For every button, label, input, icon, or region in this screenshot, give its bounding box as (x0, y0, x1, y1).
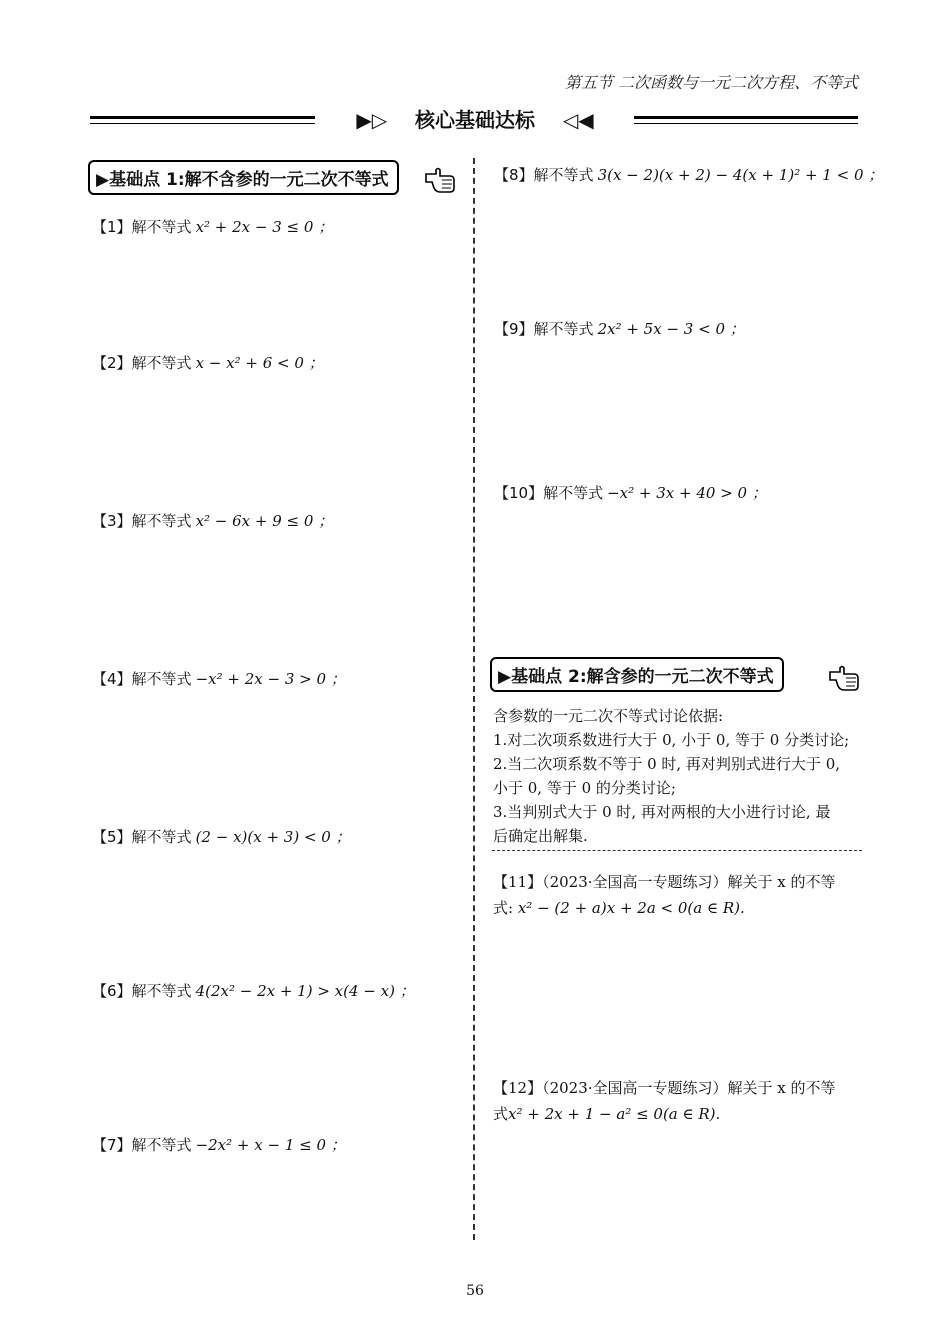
problem-5: 【5】解不等式 (2 − x)(x + 3) < 0 ； (92, 828, 351, 846)
problem-12: 【12】（2023·全国高一专题练习）解关于 x 的不等 式x² + 2x + 1 − a² ≤ 0(a ∈ R). (493, 1079, 836, 1123)
problem-8: 【8】解不等式 3(x − 2)(x + 2) − 4(x + 1)² + 1 < 0 ； (494, 166, 884, 184)
note-line: 小于 0, 等于 0 的分类讨论; (493, 779, 676, 797)
problem-6: 【6】解不等式 4(2x² − 2x + 1) > x(4 − x) ； (92, 982, 415, 1000)
banner-rule-left (90, 116, 315, 124)
banner-text: 核心基础达标 (415, 108, 535, 132)
problem-10: 【10】解不等式 −x² + 3x + 40 > 0 ； (494, 484, 767, 502)
note-line: 3.当判别式大于 0 时, 再对两根的大小进行讨论, 最 (493, 803, 831, 821)
banner-left-arrows: ▶▷ (356, 108, 388, 132)
note-line: 1.对二次项系数进行大于 0, 小于 0, 等于 0 分类讨论; (493, 731, 850, 749)
note-line: 含参数的一元二次不等式讨论依据: (493, 707, 724, 725)
banner-right-arrows: ◁◀ (562, 108, 594, 132)
problem-4: 【4】解不等式 −x² + 2x − 3 > 0 ； (92, 670, 346, 688)
note-line: 2.当二次项系数不等于 0 时, 再对判别式进行大于 0, (493, 755, 841, 773)
page-number: 56 (466, 1283, 484, 1299)
pointing-hand-icon (424, 166, 458, 194)
notes-divider (492, 850, 862, 851)
problem-9: 【9】解不等式 2x² + 5x − 3 < 0 ； (494, 320, 745, 338)
section2-label: ▶基础点 2:解含参的一元二次不等式 (490, 657, 784, 692)
problem-7: 【7】解不等式 −2x² + x − 1 ≤ 0 ； (92, 1136, 346, 1154)
column-divider (473, 158, 475, 1240)
banner-title (340, 104, 610, 133)
problem-3: 【3】解不等式 x² − 6x + 9 ≤ 0 ； (92, 512, 334, 530)
problem-1: 【1】解不等式 x² + 2x − 3 ≤ 0 ； (92, 218, 334, 236)
problem-11: 【11】（2023·全国高一专题练习）解关于 x 的不等 式: x² − (2 + a)x + 2a < 0(a ∈ R). (493, 873, 836, 917)
problem-2: 【2】解不等式 x − x² + 6 < 0 ； (92, 354, 324, 372)
section1-label: ▶基础点 1:解不含参的一元二次不等式 (88, 160, 399, 195)
pointing-hand-icon (828, 664, 862, 692)
chapter-header: 第五节 二次函数与一元二次方程、不等式 (564, 73, 858, 92)
note-line: 后确定出解集. (493, 827, 588, 845)
banner-rule-right (634, 116, 858, 124)
discussion-notes (493, 704, 873, 848)
